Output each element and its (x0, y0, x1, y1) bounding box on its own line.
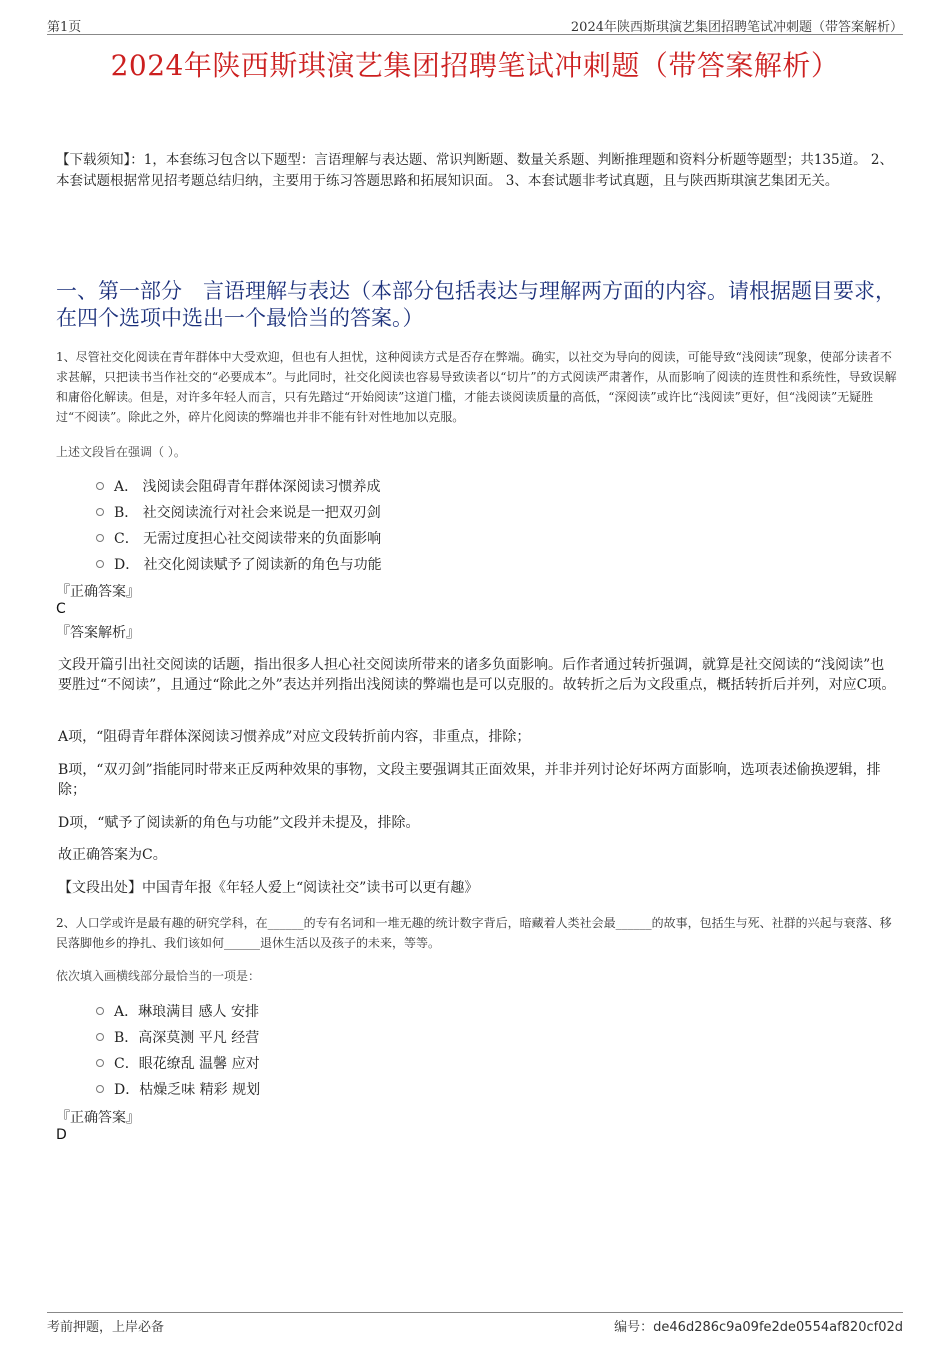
option-label: D． 社交化阅读赋予了阅读新的角色与功能 (114, 557, 382, 573)
code-value: de46d286c9a09fe2de0554af820cf02d (653, 1320, 903, 1335)
question-1-stem: 1、尽管社交化阅读在青年群体中大受欢迎，但也有人担忧，这种阅读方式是否存在弊端。确实，以社交为导向的阅读，可能导致“浅阅读”现象，使部分读者不求甚解，只把读书当作社交的“必要成本”。与此同时，社交化阅读也容易导致读者以“切片”的方式阅读严肃著作，从而影响了阅读的连贯性和系统性，导致误解和庸俗化解读。但是，对许多年轻人而言，只有先踏过“开始阅读”这道门槛，才能去谈阅读质量的高低，“深阅读”或许比“浅阅读”更好，但“浅阅读”无疑胜过“不阅读”。除此之外，碎片化阅读的弊端也并非不能有针对性地加以克服。 (56, 350, 897, 424)
radio-icon[interactable] (96, 482, 104, 490)
option-label: B． 社交阅读流行对社会来说是一把双刃剑 (114, 505, 381, 521)
correct-answer-label: 『正确答案』 (56, 584, 140, 600)
footer-slogan: 考前押题，上岸必备 (47, 1320, 165, 1335)
radio-icon[interactable] (96, 560, 104, 568)
header-doc-title: 2024年陕西斯琪演艺集团招聘笔试冲刺题（带答案解析） (570, 20, 903, 35)
question-1-ask: 上述文段旨在强调（ ）。 (56, 445, 186, 459)
radio-icon[interactable] (96, 508, 104, 516)
correct-answer: C (56, 601, 66, 617)
option-b[interactable] (96, 499, 382, 525)
analysis-paragraph: B项，“双刃剑”指能同时带来正反两种效果的事物，文段主要强调其正面效果，并非并列讨论好坏两方面影响，选项表述偷换逻辑，排除； (58, 762, 881, 798)
option-label: B．高深莫测 平凡 经营 (114, 1030, 260, 1046)
analysis-paragraph: A项，“阻碍青年群体深阅读习惯养成”对应文段转折前内容，非重点，排除； (58, 729, 531, 745)
analysis-label: 『答案解析』 (56, 625, 140, 641)
option-label: C．眼花缭乱 温馨 应对 (114, 1056, 260, 1072)
section-heading: 一、第一部分 言语理解与表达（本部分包括表达与理解两方面的内容。请根据题目要求，在四个选项中选出一个最恰当的答案。） (56, 279, 896, 330)
analysis-conclusion: 故正确答案为C。 (58, 847, 167, 863)
option-label: C． 无需过度担心社交阅读带来的负面影响 (114, 531, 382, 547)
code-label: 编号： (614, 1320, 654, 1335)
option-d[interactable] (96, 1076, 260, 1102)
document-title: 2024年陕西斯琪演艺集团招聘笔试冲刺题（带答案解析） (110, 49, 840, 82)
analysis-paragraph: 文段开篇引出社交阅读的话题，指出很多人担心社交阅读所带来的诸多负面影响。后作者通过转折强调，就算是社交阅读的“浅阅读”也要胜过“不阅读”，且通过“除此之外”表达并列指出浅阅读的弊端也是可以克服的。故转折之后为文段重点，概括转折后并列，对应C项。 (58, 657, 896, 693)
radio-icon[interactable] (96, 534, 104, 542)
radio-icon[interactable] (96, 1059, 104, 1067)
option-d[interactable] (96, 551, 382, 577)
page-number: 第1页 (47, 20, 82, 35)
page-header (47, 14, 903, 35)
document-code (614, 1316, 903, 1335)
option-c[interactable] (96, 1050, 260, 1076)
question-2-stem: 2、人口学或许是最有趣的研究学科，在______的专有名词和一堆无趣的统计数字背后，暗藏着人类社会最______的故事，包括生与死、社群的兴起与衰落、移民落脚他乡的挣扎、我们该如何______退休生活以及孩子的未来，等等。 (56, 916, 892, 950)
option-a[interactable] (96, 998, 260, 1024)
option-c[interactable] (96, 525, 382, 551)
option-a[interactable] (96, 473, 382, 499)
question-2-ask: 依次填入画横线部分最恰当的一项是： (56, 969, 261, 983)
radio-icon[interactable] (96, 1033, 104, 1041)
download-notice: 【下载须知】：1，本套练习包含以下题型：言语理解与表达题、常识判断题、数量关系题、判断推理题和资料分析题等题型；共135道。 2、本套试题根据常见招考题总结归纳，主要用于练习答题思路和拓展知识面。 3、本套试题非考试真题，且与陕西斯琪演艺集团无关。 (56, 152, 893, 189)
radio-icon[interactable] (96, 1007, 104, 1015)
option-label: A．琳琅满目 感人 安排 (114, 1004, 260, 1020)
option-label: A． 浅阅读会阻碍青年群体深阅读习惯养成 (114, 479, 381, 495)
question-2-options (96, 998, 260, 1102)
radio-icon[interactable] (96, 1085, 104, 1093)
page-footer (47, 1312, 903, 1335)
analysis-paragraph: D项，“赋予了阅读新的角色与功能”文段并未提及，排除。 (58, 815, 420, 831)
source-citation: 【文段出处】中国青年报《年轻人爱上“阅读社交”读书可以更有趣》 (58, 880, 479, 896)
option-label: D．枯燥乏味 精彩 规划 (114, 1082, 261, 1098)
correct-answer: D (56, 1127, 67, 1143)
option-b[interactable] (96, 1024, 260, 1050)
correct-answer-label: 『正确答案』 (56, 1110, 140, 1126)
question-1-options (96, 473, 382, 577)
